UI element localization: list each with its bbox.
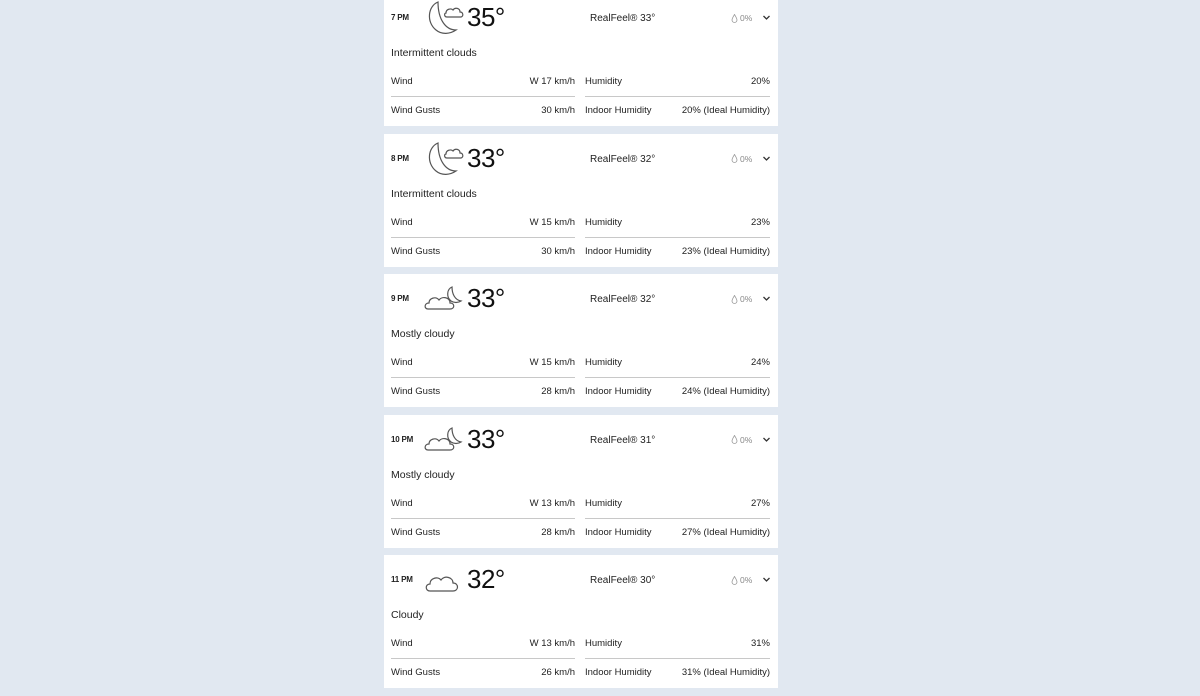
hourly-card[interactable] <box>384 274 778 407</box>
hourly-card[interactable] <box>384 555 778 688</box>
wind-humidity-row <box>391 351 770 373</box>
temperature: 33° <box>467 423 505 454</box>
gusts-indoor-row <box>391 99 770 121</box>
wind-gusts-label: Wind Gusts <box>391 386 441 397</box>
temperature: 33° <box>467 283 505 313</box>
raindrop-icon <box>731 295 738 304</box>
hourly-card[interactable] <box>384 134 778 267</box>
divider <box>391 518 575 519</box>
wind-gusts-value: 28 km/h <box>541 526 575 538</box>
wind-gusts-label: Wind Gusts <box>391 105 441 116</box>
humidity-label: Humidity <box>585 638 622 649</box>
divider <box>585 518 770 519</box>
indoor-humidity-value: 20% (Ideal Humidity) <box>681 105 770 116</box>
precipitation <box>731 575 752 585</box>
wind-gusts-value: 30 km/h <box>541 245 575 257</box>
hour-time: 10 PM <box>391 434 414 444</box>
wind-humidity-row <box>391 492 770 514</box>
indoor-humidity-label: Indoor Humidity <box>585 105 652 116</box>
chevron-down-icon[interactable] <box>762 575 771 584</box>
indoor-humidity-label: Indoor Humidity <box>585 667 652 678</box>
wind-humidity-row <box>391 632 770 654</box>
realfeel-temperature: RealFeel® 30° <box>590 575 656 586</box>
precipitation-value: 0% <box>740 13 753 23</box>
chevron-down-icon[interactable] <box>762 435 771 444</box>
wind-value: W 13 km/h <box>529 638 575 649</box>
weather-phrase: Cloudy <box>391 609 424 621</box>
divider <box>585 658 770 659</box>
precipitation-value: 0% <box>740 575 753 585</box>
humidity-value: 27% <box>750 497 770 509</box>
precipitation-value: 0% <box>740 434 753 445</box>
indoor-humidity-label: Indoor Humidity <box>585 245 652 257</box>
indoor-humidity-value: 27% (Ideal Humidity) <box>681 526 770 538</box>
humidity-label: Humidity <box>585 497 622 509</box>
chevron-down-icon[interactable] <box>762 294 771 303</box>
weather-phrase: Intermittent clouds <box>391 187 477 200</box>
wind-label: Wind <box>391 497 413 509</box>
weather-phrase: Mostly cloudy <box>391 468 455 481</box>
raindrop-icon <box>731 154 738 163</box>
realfeel-temperature: RealFeel® 32° <box>590 294 656 305</box>
chevron-down-icon[interactable] <box>762 154 771 163</box>
raindrop-icon <box>731 576 738 585</box>
precipitation <box>731 154 752 164</box>
wind-gusts-value: 28 km/h <box>541 386 575 397</box>
wind-value: W 13 km/h <box>529 497 575 509</box>
divider <box>391 377 575 378</box>
hourly-forecast-list <box>384 0 778 696</box>
divider <box>585 237 770 238</box>
realfeel-temperature: RealFeel® 31° <box>590 434 656 446</box>
temperature: 33° <box>467 142 505 173</box>
divider <box>391 96 575 97</box>
wind-value: W 15 km/h <box>529 216 575 228</box>
humidity-label: Humidity <box>585 216 622 228</box>
hour-time: 11 PM <box>391 575 413 584</box>
wind-gusts-label: Wind Gusts <box>391 667 441 678</box>
gusts-indoor-row <box>391 661 770 683</box>
moon-clouds-icon <box>422 139 466 179</box>
cloud-icon <box>422 560 466 600</box>
indoor-humidity-label: Indoor Humidity <box>585 386 652 397</box>
realfeel-temperature: RealFeel® 33° <box>590 13 656 24</box>
realfeel-temperature: RealFeel® 32° <box>590 153 656 165</box>
humidity-value: 20% <box>750 76 770 87</box>
wind-gusts-label: Wind Gusts <box>391 526 441 538</box>
humidity-label: Humidity <box>585 76 622 87</box>
wind-label: Wind <box>391 638 413 649</box>
indoor-humidity-value: 31% (Ideal Humidity) <box>681 667 770 678</box>
wind-label: Wind <box>391 357 413 368</box>
weather-phrase: Mostly cloudy <box>391 328 455 340</box>
wind-gusts-value: 30 km/h <box>541 105 575 116</box>
hour-time: 7 PM <box>391 13 409 22</box>
weather-phrase: Intermittent clouds <box>391 47 477 59</box>
humidity-value: 31% <box>750 638 770 649</box>
cloud-moon-icon <box>422 420 466 460</box>
wind-value: W 17 km/h <box>529 76 575 87</box>
divider <box>585 377 770 378</box>
temperature: 35° <box>467 2 505 32</box>
precipitation-value: 0% <box>740 153 753 164</box>
divider <box>585 96 770 97</box>
wind-gusts-value: 26 km/h <box>541 667 575 678</box>
precipitation <box>731 294 752 304</box>
moon-clouds-icon <box>422 0 466 38</box>
wind-value: W 15 km/h <box>529 357 575 368</box>
hourly-card[interactable] <box>384 415 778 548</box>
hour-time: 9 PM <box>391 294 409 303</box>
raindrop-icon <box>731 14 738 23</box>
precipitation <box>731 435 752 445</box>
humidity-label: Humidity <box>585 357 622 368</box>
divider <box>391 237 575 238</box>
wind-label: Wind <box>391 76 413 87</box>
precipitation-value: 0% <box>740 294 753 304</box>
wind-humidity-row <box>391 70 770 92</box>
cloud-moon-icon <box>422 279 466 319</box>
humidity-value: 24% <box>750 357 770 368</box>
hour-time: 8 PM <box>391 153 409 163</box>
indoor-humidity-value: 23% (Ideal Humidity) <box>681 245 770 257</box>
gusts-indoor-row <box>391 240 770 262</box>
gusts-indoor-row <box>391 521 770 543</box>
wind-gusts-label: Wind Gusts <box>391 245 441 257</box>
chevron-down-icon[interactable] <box>762 13 771 22</box>
humidity-value: 23% <box>750 216 770 228</box>
indoor-humidity-value: 24% (Ideal Humidity) <box>681 386 770 397</box>
temperature: 32° <box>467 564 505 594</box>
precipitation <box>731 13 752 23</box>
wind-humidity-row <box>391 211 770 233</box>
wind-label: Wind <box>391 216 413 228</box>
divider <box>391 658 575 659</box>
gusts-indoor-row <box>391 380 770 402</box>
hourly-card[interactable] <box>384 0 778 126</box>
indoor-humidity-label: Indoor Humidity <box>585 526 652 538</box>
raindrop-icon <box>731 435 738 444</box>
